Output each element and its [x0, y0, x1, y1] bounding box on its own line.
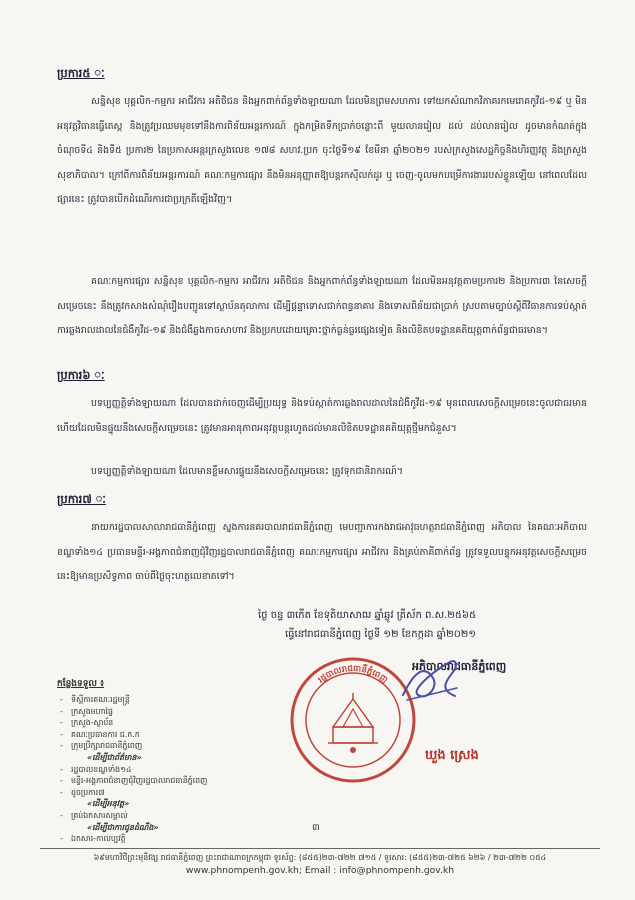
solar-date: ធ្វើនៅរាជធានីភ្នំពេញ ថ្ងៃទី ១២ ខែកក្កដា ឆ្នាំ២០២១	[285, 629, 476, 640]
recipient-item: - ក្រសួង-ស្ថាប័ន	[57, 717, 262, 729]
recipient-note: «ដើម្បីជាព័ត៌មាន»	[87, 752, 142, 762]
article-7-heading: ប្រការ៧ ៈ	[57, 492, 106, 506]
article-7-paragraph-1: នាយករដ្ឋបាលសាលារាជធានីភ្នំពេញ ស្នងការនគរបាលរាជធានីភ្នំពេញ មេបញ្ជាការកងរាជអាវុធហត្ថរាជធានីភ្នំពេញ អភិបាល នៃគណៈអភិបាលខណ្ឌទាំង១៤ ប្រធានមន្ទីរ-អង្គភាពជំនាញជុំវិញរដ្ឋបាលរាជធានីភ្នំពេញ គណៈកម្មការផ្សារ អាជីវករ និងគ្រប់ភាគីពាក់ព័ន្ធ ត្រូវទទួលបន្ទុកអនុវត្តសេចក្តីសម្រេចនេះឱ្យមានប្រសិទ្ធភាព ចាប់ពីថ្ងៃចុះហត្ថលេខាតទៅ។	[57, 522, 587, 582]
footer-divider	[40, 848, 600, 849]
article-5-heading: ប្រការ៥ ៈ	[57, 66, 105, 80]
recipient-item: - ដូចប្រការ៧	[57, 787, 262, 799]
recipient-item: - គ្រប់ឯកសារសម្គាល់	[57, 810, 262, 822]
article-6-heading: ប្រការ៦ ៈ	[57, 368, 105, 382]
seal-text: រដ្ឋបាលរាជធានីភ្នំពេញ	[316, 663, 390, 686]
article-6-paragraph-1: បទប្បញ្ញត្តិទាំងឡាយណា ដែលបានដាក់ចេញដើម្បីប្រយុទ្ធ និងទប់ស្កាត់ការឆ្លងរាលដាលនៃជំងឺកូវីដ-១៩ មុនពេលសេចក្តីសម្រេចនេះចូលជាធរមាន ហើយដែលមិនផ្ទុយនឹងសេចក្តីសម្រេចនេះ ត្រូវមានអានុភាពអនុវត្តបន្តរហូតដល់មានលិខិតបទដ្ឋានគតិយុត្តថ្មីមកជំនួស។	[57, 398, 587, 434]
recipient-note: «ដើម្បីជាការជូនដំណឹង»	[87, 822, 159, 832]
recipient-item: - ឯកសារ-កាលប្បវត្តិ	[57, 833, 262, 845]
recipients-list	[57, 678, 262, 845]
recipient-item: - ទីស្តីការគណៈរដ្ឋមន្ត្រី	[57, 694, 262, 706]
recipient-item: - គណៈប្រធានការ ជ.ក.ក	[57, 729, 262, 741]
footer-address: ៦៩មហាវិថីព្រះមុនីវង្ស រាជធានីភ្នំពេញ ព្រះរាជាណាចក្រកម្ពុជា ទូរស័ព្ទ: (៨៥៥)២៣-៧២២ ៧១៥ / ទូរសារ: (៨៥៥)២៣-៧២៥ ៦២៦ / ២៣-៧២២ ០៥៤	[93, 853, 547, 862]
recipient-item: - ក្រសួងមហាផ្ទៃ	[57, 706, 262, 718]
article-5-paragraph-1: សន្និសុខ បុគ្គលិក-កម្មករ អាជីវករ អតិថិជន និងអ្នកពាក់ព័ន្ធទាំងឡាយណា ដែលមិនព្រមសហការ ទៅយកសំណាកវិភាគរកមេរោគកូវីដ-១៩ ឬ មិនអនុវត្តវិធានធ្វើតេស្ត និងត្រូវប្រឈមមុខទៅនឹងការពិន័យអន្តរការណ៍ ក្នុងកម្រិតទឹកប្រាក់ចន្លោះពី មួយលានរៀល ដល់ ដប់លានរៀល ដូចមានកំណត់ក្នុងចំណុចទី៤ និងទី៥ ប្រការ២ នៃប្រកាសអន្តរក្រសួងលេខ ១៧៨ សហវ.ប្រក ចុះថ្ងៃទី១៩ ខែមីនា ឆ្នាំ២០២១ របស់ក្រសួងសេដ្ឋកិច្ចនិងហិរញ្ញវត្ថុ និងក្រសួងសុខាភិបាល។ ក្រៅពីការពិន័យអន្តរការណ៍ គណៈកម្មការផ្សារ នឹងមិនអនុញ្ញាតឱ្យបន្តរកស៊ីលក់ដូរ ឬ ចេញ-ចូលមកបម្រើការងាររបស់ខ្លួនឡើយ នៅពេលដែលផ្សារនេះ ត្រូវបានបើកដំណើរការជាប្រក្រតីឡើងវិញ។	[57, 96, 587, 205]
recipient-item: - មន្ទីរ-អង្គភាពជំនាញជុំវិញរដ្ឋបាលរាជធានីភ្នំពេញ	[57, 775, 262, 787]
recipient-note: «ដើម្បីអនុវត្ត»	[87, 799, 130, 809]
article-6-paragraph-2: បទប្បញ្ញត្តិទាំងឡាយណា ដែលមានខ្លឹមសារផ្ទុយនឹងសេចក្តីសម្រេចនេះ ត្រូវទុកជានិរាករណ៍។	[91, 466, 403, 477]
handwritten-signature	[395, 650, 465, 710]
page-number: ៣	[312, 823, 320, 833]
recipient-item: - រដ្ឋបាលខណ្ឌទាំង១៤	[57, 764, 262, 776]
temple-emblem-icon	[328, 693, 378, 753]
signatory-name: ឃួង ស្រេង	[425, 748, 479, 763]
footer-contact: www.phnompenh.gov.kh; Email : info@phnompenh.gov.kh	[185, 865, 455, 876]
recipients-title: កន្លែងទទួល ៖	[57, 679, 105, 689]
recipient-item: - ក្រុមប្រឹក្សារាជធានីភ្នំពេញ	[57, 740, 262, 752]
lunar-date: ថ្ងៃ ចន្ទ ៣កើត ខែទុតិយាសាឍ ឆ្នាំឆ្លូវ ត្រីស័ក ព.ស.២៥៦៥	[258, 610, 477, 621]
signatory-title: អភិបាលរាជធានីភ្នំពេញ	[412, 660, 507, 673]
article-5-paragraph-2: គណៈកម្មការផ្សារ សន្និសុខ បុគ្គលិក-កម្មករ អាជីវករ អតិថិជន និងអ្នកពាក់ព័ន្ធទាំងឡាយណា ដែលមិនអនុវត្តតាមប្រការ២ និងប្រការ៣ នៃសេចក្តីសម្រេចនេះ នឹងត្រូវកសាងសំណុំរឿងបញ្ជូនទៅស្ថាប័នតុលាការ ដើម្បីផ្តន្ទាទោសជាក់ពន្ធនាគារ និងទោសពិន័យជាប្រាក់ ស្របតាមច្បាប់ស្តីពីវិធានការទប់ស្កាត់ការឆ្លងរាលដាលនៃជំងឺកូវីដ-១៩ និងជំងឺឆ្លងកាចសាហាវ និងប្រកបដោយគ្រោះថ្នាក់ធ្ងន់ធ្ងរផ្សេងទៀត និងលិខិតបទដ្ឋានគតិយុត្តពាក់ព័ន្ធជាធរមាន។	[57, 276, 587, 336]
